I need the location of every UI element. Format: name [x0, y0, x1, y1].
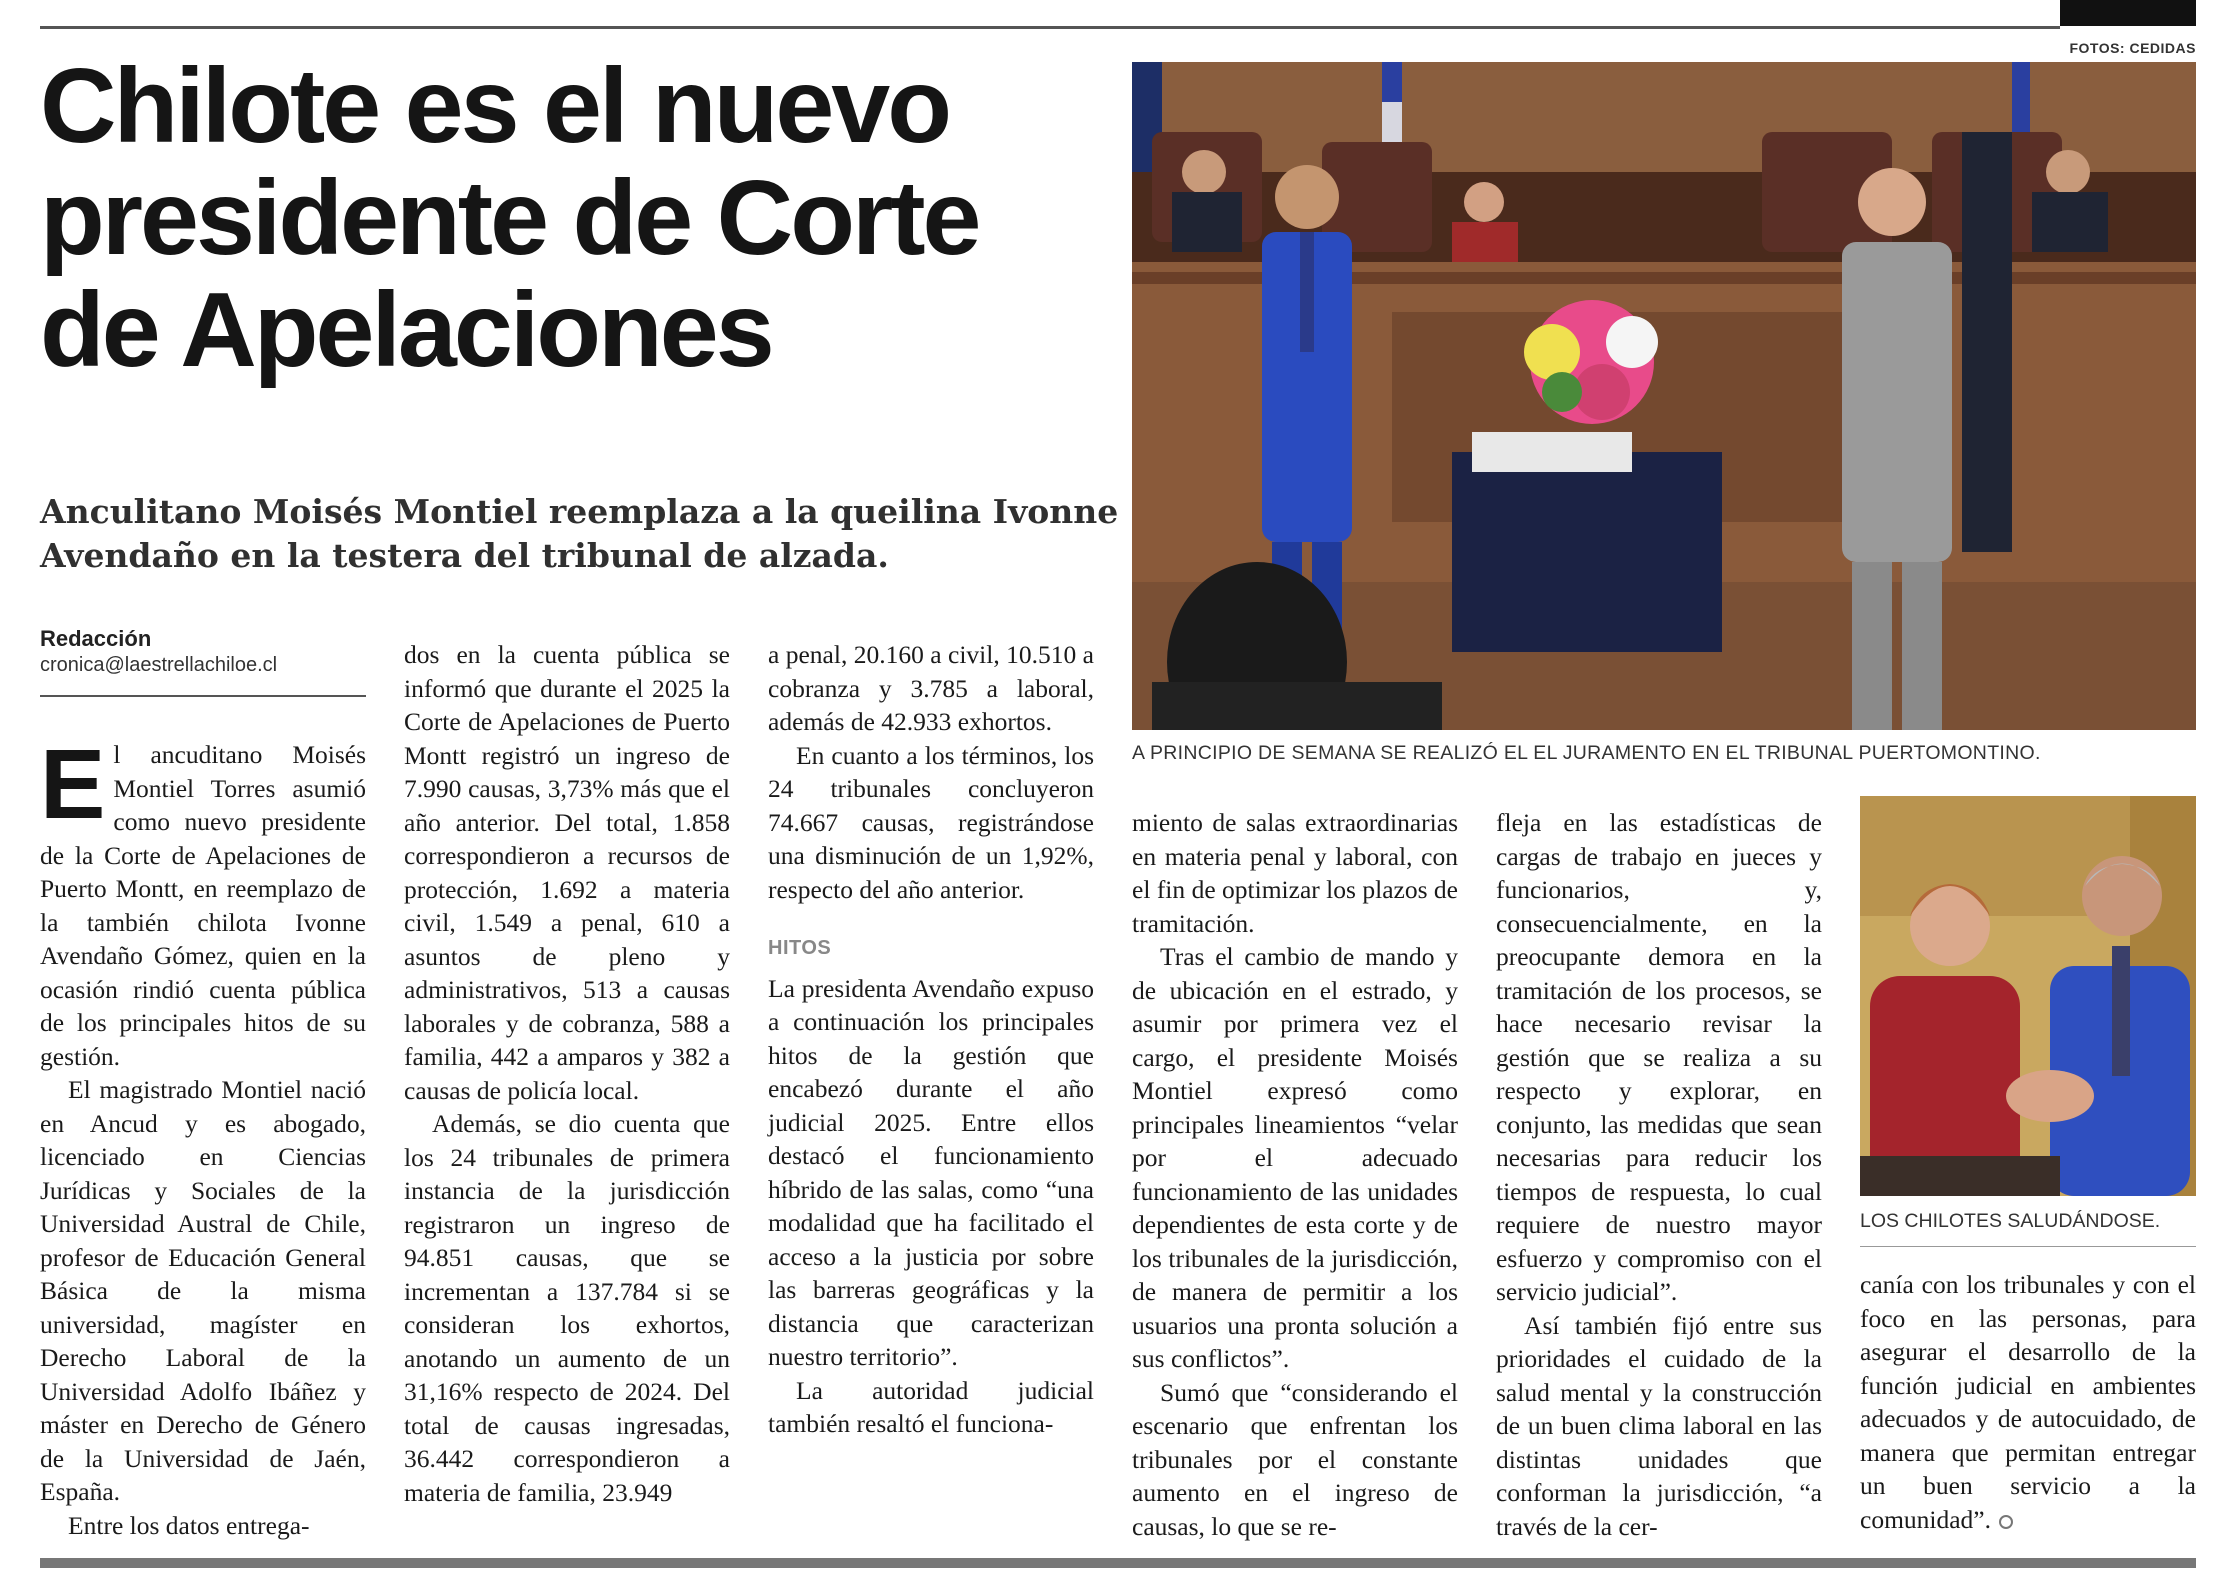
paragraph: La autoridad judicial también resaltó el funciona-: [768, 1375, 1094, 1438]
paragraph: Tras el cambio de mando y de ubicación en el estrado, y asumir por primera vez el cargo, el presidente Moisés Montiel expresó como principales lineamientos “velar por el adecuado funcionamiento de las unidades dependientes de esta corte y de los tribunales de la jurisdicción, de manera de permitir a los usuarios una pronta solución a sus conflictos”.: [1132, 942, 1458, 1373]
byline-email[interactable]: cronica@laestrellachiloe.cl: [40, 654, 278, 676]
headline: Chilote es el nuevo presidente de Corte de Apelaciones: [40, 47, 979, 389]
article-column-2: [404, 638, 730, 1509]
paragraph: dos en la cuenta pública se informó que durante el 2025 la Corte de Apelaciones de Puerto Montt registró un ingreso de 7.990 causas, 3,73% más que el año anterior. Del total, 1.858 correspondieron a recursos de protección, 1.692 a materia civil, 1.549 a penal, 610 a asuntos de pleno y administrativos, 513 a causas laborales y de cobranza, 588 a familia, 442 a amparos y 382 a causas de policía local.: [404, 640, 730, 1105]
bottom-rule: [40, 1558, 2196, 1568]
paragraph: miento de salas extraordinarias en materia penal y laboral, con el fin de optimizar los plazos de tramitación.: [1132, 808, 1458, 938]
byline: [40, 626, 370, 678]
byline-name: Redacción: [40, 626, 152, 651]
byline-divider: [40, 695, 366, 697]
main-photo: [1132, 62, 2196, 730]
paragraph-text: l ancuditano Moisés Montiel Torres asumió como nuevo presidente de la Corte de Apelaciones de Puerto Montt, en reemplazo de la también chilota Ivonne Avendaño Gómez, quien en la ocasión rindió cuenta pública de los principales hitos de su gestión.: [40, 740, 366, 1071]
paragraph: El magistrado Montiel nació en Ancud y es abogado, licenciado en Ciencias Jurídicas y Sociales de la Universidad Austral de Chile, profesor de Educación General Básica de la misma universidad, magíster en Derecho Laboral de la Universidad Adolfo Ibáñez y máster en Derecho de Género de la Universidad de Jaén, España.: [40, 1075, 366, 1506]
article-column-3: [768, 638, 1094, 1441]
side-photo: [1860, 796, 2196, 1196]
caption-divider: [1860, 1246, 2196, 1247]
paragraph: Entre los datos entrega-: [68, 1510, 310, 1540]
paragraph-text: canía con los tribunales y con el foco en las personas, para asegurar el desarrollo de la función judicial en ambientes adecuados y de autocuidado, de manera que permitan entregar un buen servicio a la comunidad”.: [1860, 1270, 2196, 1534]
side-photo-caption: LOS CHILOTES SALUDÁNDOSE.: [1860, 1210, 2161, 1232]
paragraph: Sumó que “considerando el escenario que enfrentan los tribunales por el constante aumento en el ingreso de causas, lo que se re-: [1132, 1377, 1458, 1541]
subheadline: Anculitano Moisés Montiel reemplaza a la queilina Ivonne Avendaño en la testera del tribunal de alzada.: [40, 492, 1119, 575]
paragraph: Así también fijó entre sus prioridades el cuidado de la salud mental y la construcción de un buen clima laboral en las distintas unidades que conforman la jurisdicción, “a través de la cer-: [1496, 1310, 1822, 1541]
top-corner-block: [2060, 0, 2196, 26]
paragraph: En cuanto a los términos, los 24 tribunales concluyeron 74.667 causas, registrándose una disminución de un 1,92%, respecto del año anterior.: [768, 740, 1094, 904]
section-subhead: HITOS: [768, 937, 832, 959]
paragraph: fleja en las estadísticas de cargas de trabajo en jueces y funcionarios, y, consecuencialmente, en la preocupante demora en la tramitación de los procesos, se hace necesario revisar la gestión que se realiza a su respecto y explorar, en conjunto, las medidas que sean necesarias para reducir los tiempos de respuesta, lo cual requiere de nuestro mayor esfuerzo y compromiso con el servicio judicial”.: [1496, 808, 1822, 1306]
paragraph: [1860, 1268, 2196, 1536]
drop-cap: E: [40, 729, 106, 839]
end-mark-icon: [1999, 1515, 2013, 1529]
main-photo-caption: A PRINCIPIO DE SEMANA SE REALIZÓ EL EL JURAMENTO EN EL TRIBUNAL PUERTOMONTINO.: [1132, 742, 2041, 764]
paragraph: [40, 729, 366, 1073]
paragraph: La presidenta Avendaño expuso a continuación los principales hitos de la gestión que encabezó durante el año judicial 2025. Entre ellos destacó el funcionamiento híbrido de las salas, como “una modalidad que ha facilitado el acceso a la justicia por sobre las barreras geográficas y la distancia que caracterizan nuestro territorio”.: [768, 973, 1094, 1371]
article-column-5: [1496, 806, 1822, 1543]
article-column-1: [40, 729, 366, 1542]
article-column-6: [1860, 1268, 2196, 1536]
top-rule: [40, 26, 2060, 29]
paragraph: a penal, 20.160 a civil, 10.510 a cobranza y 3.785 a laboral, además de 42.933 exhortos.: [768, 640, 1094, 736]
article-column-4: [1132, 806, 1458, 1543]
paragraph: Además, se dio cuenta que los 24 tribunales de primera instancia de la jurisdicción registraron un ingreso de 94.851 causas, que se incrementan a 137.784 si se consideran los exhortos, anotando un aumento de un 31,16% respecto de 2024. Del total de causas ingresadas, 36.442 correspondieron a materia de familia, 23.949: [404, 1109, 730, 1507]
photo-credit: FOTOS: CEDIDAS: [2069, 40, 2196, 56]
